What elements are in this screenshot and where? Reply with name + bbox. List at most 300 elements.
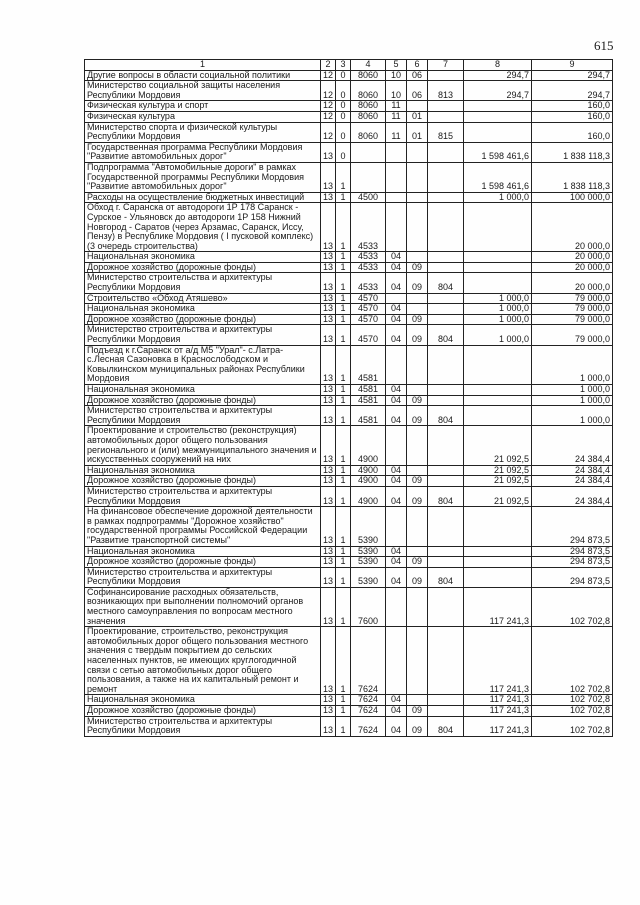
cell-code-4: 7624 [351, 695, 386, 706]
cell-code-2: 13 [321, 252, 336, 263]
cell-code-2: 13 [321, 716, 336, 736]
cell-code-4: 4900 [351, 486, 386, 506]
cell-code-3: 1 [336, 486, 351, 506]
table-row [85, 111, 613, 122]
cell-amount-1: 21 092,5 [464, 465, 532, 476]
cell-amount-2: 1 000,0 [532, 395, 613, 406]
cell-amount-1: 117 241,3 [464, 587, 532, 626]
table-row [85, 507, 613, 546]
cell-code-2: 13 [321, 587, 336, 626]
cell-subsection [407, 465, 428, 476]
cell-subsection: 09 [407, 557, 428, 568]
cell-amount-1: 1 000,0 [464, 293, 532, 304]
cell-name: Обход г. Саранска от автодороги 1Р 178 Саранск - Сурское - Ульяновск до автодороги 1Р 158 Нижний Новгород - Саратов (через Арзамас, Саранск, Иссу, Пензу) в Республике Мордовия ( I пусковой комплекс) (3 очередь строительства) [85, 203, 321, 252]
cell-amount-2: 20 000,0 [532, 203, 613, 252]
cell-vr [428, 546, 464, 557]
cell-code-2: 13 [321, 557, 336, 568]
table-row [85, 162, 613, 192]
cell-amount-1: 117 241,3 [464, 706, 532, 717]
cell-subsection: 09 [407, 716, 428, 736]
cell-code-4: 5390 [351, 567, 386, 587]
cell-amount-1 [464, 203, 532, 252]
cell-code-4 [351, 142, 386, 162]
table-row [85, 314, 613, 325]
header-cell: 9 [532, 60, 613, 71]
cell-section [386, 345, 407, 384]
cell-code-4: 4900 [351, 426, 386, 465]
cell-code-2: 13 [321, 486, 336, 506]
cell-code-2: 13 [321, 465, 336, 476]
cell-amount-2: 1 000,0 [532, 406, 613, 426]
cell-code-4: 5390 [351, 546, 386, 557]
cell-vr [428, 304, 464, 315]
cell-subsection: 09 [407, 262, 428, 273]
cell-vr: 804 [428, 273, 464, 293]
cell-vr: 804 [428, 486, 464, 506]
cell-code-4 [351, 162, 386, 192]
table-row [85, 486, 613, 506]
cell-code-4: 4533 [351, 273, 386, 293]
cell-vr [428, 142, 464, 162]
cell-code-3: 0 [336, 111, 351, 122]
cell-amount-2: 1 838 118,3 [532, 162, 613, 192]
table-row [85, 81, 613, 101]
cell-code-4: 7624 [351, 627, 386, 695]
cell-subsection [407, 546, 428, 557]
cell-section: 04 [386, 557, 407, 568]
cell-code-2: 13 [321, 395, 336, 406]
cell-name: Расходы на осуществление бюджетных инвестиций [85, 192, 321, 203]
cell-section: 04 [386, 314, 407, 325]
cell-amount-2: 20 000,0 [532, 252, 613, 263]
cell-code-4: 4533 [351, 203, 386, 252]
table-row [85, 395, 613, 406]
cell-code-4: 4570 [351, 293, 386, 304]
cell-section: 04 [386, 716, 407, 736]
cell-amount-2: 102 702,8 [532, 695, 613, 706]
cell-vr [428, 345, 464, 384]
cell-name: Министерство строительства и архитектуры Республики Мордовия [85, 325, 321, 345]
cell-code-4: 7624 [351, 716, 386, 736]
cell-name: Национальная экономика [85, 546, 321, 557]
cell-name: Проектирование и строительство (реконструкция) автомобильных дорог общего пользования регионального и (или) межмуниципального значения и искусственных сооружений на них [85, 426, 321, 465]
cell-name: Подпрограмма "Автомобильные дороги" в рамках Государственной программы Республики Мордовия "Развитие автомобильных дорог" [85, 162, 321, 192]
cell-section: 04 [386, 706, 407, 717]
cell-code-2: 13 [321, 345, 336, 384]
cell-name: Министерство спорта и физической культуры Республики Мордовия [85, 122, 321, 142]
cell-code-2: 13 [321, 706, 336, 717]
cell-code-3: 0 [336, 101, 351, 112]
cell-vr [428, 192, 464, 203]
header-row [85, 60, 613, 71]
cell-code-2: 12 [321, 70, 336, 81]
cell-subsection [407, 101, 428, 112]
cell-amount-2: 1 000,0 [532, 385, 613, 396]
cell-amount-2: 102 702,8 [532, 627, 613, 695]
cell-amount-1: 1 000,0 [464, 325, 532, 345]
cell-code-4: 4570 [351, 304, 386, 315]
cell-code-3: 1 [336, 695, 351, 706]
cell-amount-2: 100 000,0 [532, 192, 613, 203]
table-row [85, 142, 613, 162]
cell-name: Дорожное хозяйство (дорожные фонды) [85, 314, 321, 325]
cell-amount-1: 21 092,5 [464, 426, 532, 465]
cell-subsection: 06 [407, 70, 428, 81]
cell-amount-1 [464, 557, 532, 568]
cell-code-4: 5390 [351, 557, 386, 568]
cell-vr: 815 [428, 122, 464, 142]
cell-amount-1 [464, 262, 532, 273]
cell-vr [428, 385, 464, 396]
cell-code-4: 4581 [351, 345, 386, 384]
cell-section [386, 293, 407, 304]
cell-name: Министерство строительства и архитектуры Республики Мордовия [85, 567, 321, 587]
cell-section [386, 507, 407, 546]
cell-amount-2: 102 702,8 [532, 706, 613, 717]
cell-code-2: 13 [321, 406, 336, 426]
cell-code-2: 13 [321, 426, 336, 465]
table-row [85, 273, 613, 293]
cell-code-2: 13 [321, 314, 336, 325]
cell-vr: 804 [428, 406, 464, 426]
table-row [85, 716, 613, 736]
cell-amount-2: 1 838 118,3 [532, 142, 613, 162]
cell-amount-2: 294 873,5 [532, 557, 613, 568]
cell-subsection [407, 426, 428, 465]
table-row [85, 262, 613, 273]
cell-name: Дорожное хозяйство (дорожные фонды) [85, 262, 321, 273]
cell-code-4: 8060 [351, 111, 386, 122]
cell-vr [428, 70, 464, 81]
cell-code-4: 4581 [351, 406, 386, 426]
cell-amount-2: 20 000,0 [532, 273, 613, 293]
cell-code-3: 0 [336, 70, 351, 81]
cell-vr: 813 [428, 81, 464, 101]
cell-amount-1 [464, 507, 532, 546]
cell-code-4: 7600 [351, 587, 386, 626]
cell-name: Национальная экономика [85, 304, 321, 315]
cell-subsection [407, 203, 428, 252]
cell-code-4: 8060 [351, 122, 386, 142]
cell-code-2: 13 [321, 192, 336, 203]
cell-amount-1 [464, 406, 532, 426]
table-row [85, 122, 613, 142]
cell-code-3: 1 [336, 476, 351, 487]
cell-section [386, 426, 407, 465]
cell-amount-1 [464, 111, 532, 122]
cell-code-3: 1 [336, 426, 351, 465]
cell-code-3: 1 [336, 465, 351, 476]
cell-code-2: 13 [321, 273, 336, 293]
cell-code-2: 13 [321, 304, 336, 315]
cell-name: Национальная экономика [85, 465, 321, 476]
cell-subsection [407, 142, 428, 162]
cell-amount-2: 24 384,4 [532, 486, 613, 506]
table-row [85, 465, 613, 476]
cell-code-3: 1 [336, 162, 351, 192]
cell-name: Дорожное хозяйство (дорожные фонды) [85, 395, 321, 406]
cell-name: Подъезд к г.Саранск от а/д М5 "Урал"- с.Латра-с.Лесная Сазоновка в Краснослободском и Ковылкинском муниципальных районах Республики Мордовия [85, 345, 321, 384]
cell-code-2: 13 [321, 546, 336, 557]
cell-amount-2: 79 000,0 [532, 325, 613, 345]
cell-name: Физическая культура и спорт [85, 101, 321, 112]
cell-code-2: 13 [321, 142, 336, 162]
cell-amount-2: 294 873,5 [532, 546, 613, 557]
cell-section: 04 [386, 465, 407, 476]
cell-section: 11 [386, 122, 407, 142]
table-row [85, 557, 613, 568]
cell-code-4: 8060 [351, 70, 386, 81]
cell-amount-2: 24 384,4 [532, 426, 613, 465]
cell-amount-1 [464, 101, 532, 112]
cell-code-3: 1 [336, 385, 351, 396]
cell-name: Национальная экономика [85, 252, 321, 263]
cell-vr: 804 [428, 325, 464, 345]
page-number: 615 [594, 38, 614, 53]
cell-code-4: 4581 [351, 385, 386, 396]
cell-code-3: 1 [336, 395, 351, 406]
cell-name: Министерство социальной защиты населения Республики Мордовия [85, 81, 321, 101]
cell-section: 04 [386, 304, 407, 315]
cell-name: Другие вопросы в области социальной политики [85, 70, 321, 81]
cell-amount-2: 294,7 [532, 70, 613, 81]
table-row [85, 345, 613, 384]
cell-vr [428, 426, 464, 465]
cell-amount-1: 21 092,5 [464, 476, 532, 487]
cell-code-2: 13 [321, 262, 336, 273]
cell-code-3: 1 [336, 203, 351, 252]
cell-subsection [407, 304, 428, 315]
cell-amount-1: 117 241,3 [464, 627, 532, 695]
cell-vr [428, 252, 464, 263]
cell-amount-1: 1 000,0 [464, 192, 532, 203]
cell-vr [428, 706, 464, 717]
cell-vr [428, 695, 464, 706]
cell-name: Национальная экономика [85, 695, 321, 706]
cell-code-3: 1 [336, 587, 351, 626]
cell-amount-2: 1 000,0 [532, 345, 613, 384]
cell-amount-2: 294 873,5 [532, 567, 613, 587]
table-row [85, 325, 613, 345]
cell-subsection: 09 [407, 325, 428, 345]
header-cell: 1 [85, 60, 321, 71]
cell-vr [428, 314, 464, 325]
cell-section: 04 [386, 273, 407, 293]
cell-name: На финансовое обеспечение дорожной деятельности в рамках подпрограммы "Дорожное хозяйство" государственной программы Российской Федерации "Развитие транспортной системы" [85, 507, 321, 546]
cell-amount-1 [464, 567, 532, 587]
table-row [85, 476, 613, 487]
cell-code-2: 13 [321, 325, 336, 345]
table-row [85, 385, 613, 396]
cell-code-2: 13 [321, 476, 336, 487]
table-row [85, 695, 613, 706]
cell-code-3: 0 [336, 122, 351, 142]
cell-subsection: 09 [407, 706, 428, 717]
cell-vr [428, 262, 464, 273]
cell-code-3: 0 [336, 142, 351, 162]
cell-section [386, 627, 407, 695]
header-cell: 7 [428, 60, 464, 71]
cell-amount-1 [464, 345, 532, 384]
cell-vr [428, 111, 464, 122]
table-row [85, 546, 613, 557]
cell-code-2: 13 [321, 507, 336, 546]
cell-vr [428, 476, 464, 487]
cell-amount-1: 117 241,3 [464, 695, 532, 706]
cell-amount-2: 102 702,8 [532, 587, 613, 626]
header-cell: 4 [351, 60, 386, 71]
cell-name: Софинансирование расходных обязательств, возникающих при выполнении полномочий органов местного самоуправления по вопросам местного значения [85, 587, 321, 626]
cell-subsection: 09 [407, 314, 428, 325]
cell-subsection: 09 [407, 486, 428, 506]
header-cell: 8 [464, 60, 532, 71]
cell-code-3: 1 [336, 304, 351, 315]
cell-vr [428, 101, 464, 112]
cell-section [386, 162, 407, 192]
cell-code-4: 4900 [351, 465, 386, 476]
cell-amount-1: 1 598 461,6 [464, 162, 532, 192]
cell-code-2: 13 [321, 567, 336, 587]
cell-name: Дорожное хозяйство (дорожные фонды) [85, 476, 321, 487]
cell-amount-1 [464, 385, 532, 396]
table-row [85, 203, 613, 252]
cell-code-2: 13 [321, 162, 336, 192]
cell-code-3: 0 [336, 81, 351, 101]
cell-code-2: 13 [321, 293, 336, 304]
cell-subsection [407, 695, 428, 706]
cell-name: Министерство строительства и архитектуры Республики Мордовия [85, 406, 321, 426]
cell-name: Государственная программа Республики Мордовия "Развитие автомобильных дорог" [85, 142, 321, 162]
table-row [85, 627, 613, 695]
cell-vr: 804 [428, 567, 464, 587]
cell-subsection: 09 [407, 567, 428, 587]
cell-code-3: 1 [336, 252, 351, 263]
table-row [85, 101, 613, 112]
cell-name: Министерство строительства и архитектуры Республики Мордовия [85, 716, 321, 736]
cell-vr [428, 203, 464, 252]
cell-code-4: 7624 [351, 706, 386, 717]
cell-vr [428, 465, 464, 476]
cell-amount-2: 294 873,5 [532, 507, 613, 546]
cell-subsection: 01 [407, 122, 428, 142]
cell-subsection [407, 345, 428, 384]
cell-section: 11 [386, 111, 407, 122]
cell-section: 04 [386, 486, 407, 506]
cell-code-4: 4570 [351, 314, 386, 325]
cell-amount-1: 21 092,5 [464, 486, 532, 506]
cell-name: Министерство строительства и архитектуры Республики Мордовия [85, 273, 321, 293]
cell-amount-2: 79 000,0 [532, 304, 613, 315]
cell-amount-1 [464, 395, 532, 406]
cell-section: 04 [386, 406, 407, 426]
header-cell: 6 [407, 60, 428, 71]
cell-code-4: 4500 [351, 192, 386, 203]
table-row [85, 406, 613, 426]
table-row [85, 192, 613, 203]
header-cell: 5 [386, 60, 407, 71]
cell-vr [428, 627, 464, 695]
cell-subsection: 01 [407, 111, 428, 122]
cell-section: 10 [386, 81, 407, 101]
cell-subsection [407, 587, 428, 626]
cell-amount-1: 1 598 461,6 [464, 142, 532, 162]
cell-code-3: 1 [336, 273, 351, 293]
budget-table [84, 59, 613, 737]
cell-subsection [407, 385, 428, 396]
cell-vr [428, 162, 464, 192]
table-row [85, 587, 613, 626]
cell-code-4: 5390 [351, 507, 386, 546]
cell-section: 04 [386, 252, 407, 263]
cell-section [386, 192, 407, 203]
cell-amount-2: 24 384,4 [532, 476, 613, 487]
cell-subsection [407, 162, 428, 192]
cell-subsection [407, 293, 428, 304]
cell-subsection [407, 507, 428, 546]
cell-code-3: 1 [336, 192, 351, 203]
cell-amount-1 [464, 546, 532, 557]
cell-code-4: 4581 [351, 395, 386, 406]
cell-code-2: 12 [321, 111, 336, 122]
header-cell: 2 [321, 60, 336, 71]
cell-amount-2: 79 000,0 [532, 314, 613, 325]
cell-amount-1: 1 000,0 [464, 304, 532, 315]
cell-subsection: 09 [407, 476, 428, 487]
cell-amount-2: 79 000,0 [532, 293, 613, 304]
cell-vr [428, 507, 464, 546]
cell-code-3: 1 [336, 314, 351, 325]
table-row [85, 567, 613, 587]
cell-code-4: 4900 [351, 476, 386, 487]
cell-amount-1: 294,7 [464, 81, 532, 101]
cell-code-4: 4570 [351, 325, 386, 345]
cell-subsection [407, 627, 428, 695]
cell-code-3: 1 [336, 293, 351, 304]
cell-code-2: 12 [321, 122, 336, 142]
cell-name: Физическая культура [85, 111, 321, 122]
cell-name: Дорожное хозяйство (дорожные фонды) [85, 706, 321, 717]
cell-code-3: 1 [336, 546, 351, 557]
cell-section [386, 203, 407, 252]
cell-amount-2: 102 702,8 [532, 716, 613, 736]
cell-name: Дорожное хозяйство (дорожные фонды) [85, 557, 321, 568]
cell-code-3: 1 [336, 507, 351, 546]
cell-section: 04 [386, 695, 407, 706]
cell-amount-1 [464, 122, 532, 142]
cell-code-2: 13 [321, 695, 336, 706]
cell-code-2: 13 [321, 203, 336, 252]
cell-code-2: 13 [321, 627, 336, 695]
cell-amount-2: 24 384,4 [532, 465, 613, 476]
cell-vr: 804 [428, 716, 464, 736]
cell-section: 04 [386, 385, 407, 396]
cell-amount-1 [464, 273, 532, 293]
cell-subsection [407, 192, 428, 203]
cell-code-4: 4533 [351, 262, 386, 273]
cell-name: Строительство «Обход Атяшево» [85, 293, 321, 304]
cell-name: Министерство строительства и архитектуры Республики Мордовия [85, 486, 321, 506]
cell-subsection: 06 [407, 81, 428, 101]
cell-code-2: 13 [321, 385, 336, 396]
cell-code-3: 1 [336, 627, 351, 695]
cell-subsection [407, 252, 428, 263]
cell-code-3: 1 [336, 567, 351, 587]
cell-code-2: 12 [321, 81, 336, 101]
cell-subsection: 09 [407, 395, 428, 406]
cell-section: 04 [386, 476, 407, 487]
cell-section: 11 [386, 101, 407, 112]
cell-code-3: 1 [336, 345, 351, 384]
